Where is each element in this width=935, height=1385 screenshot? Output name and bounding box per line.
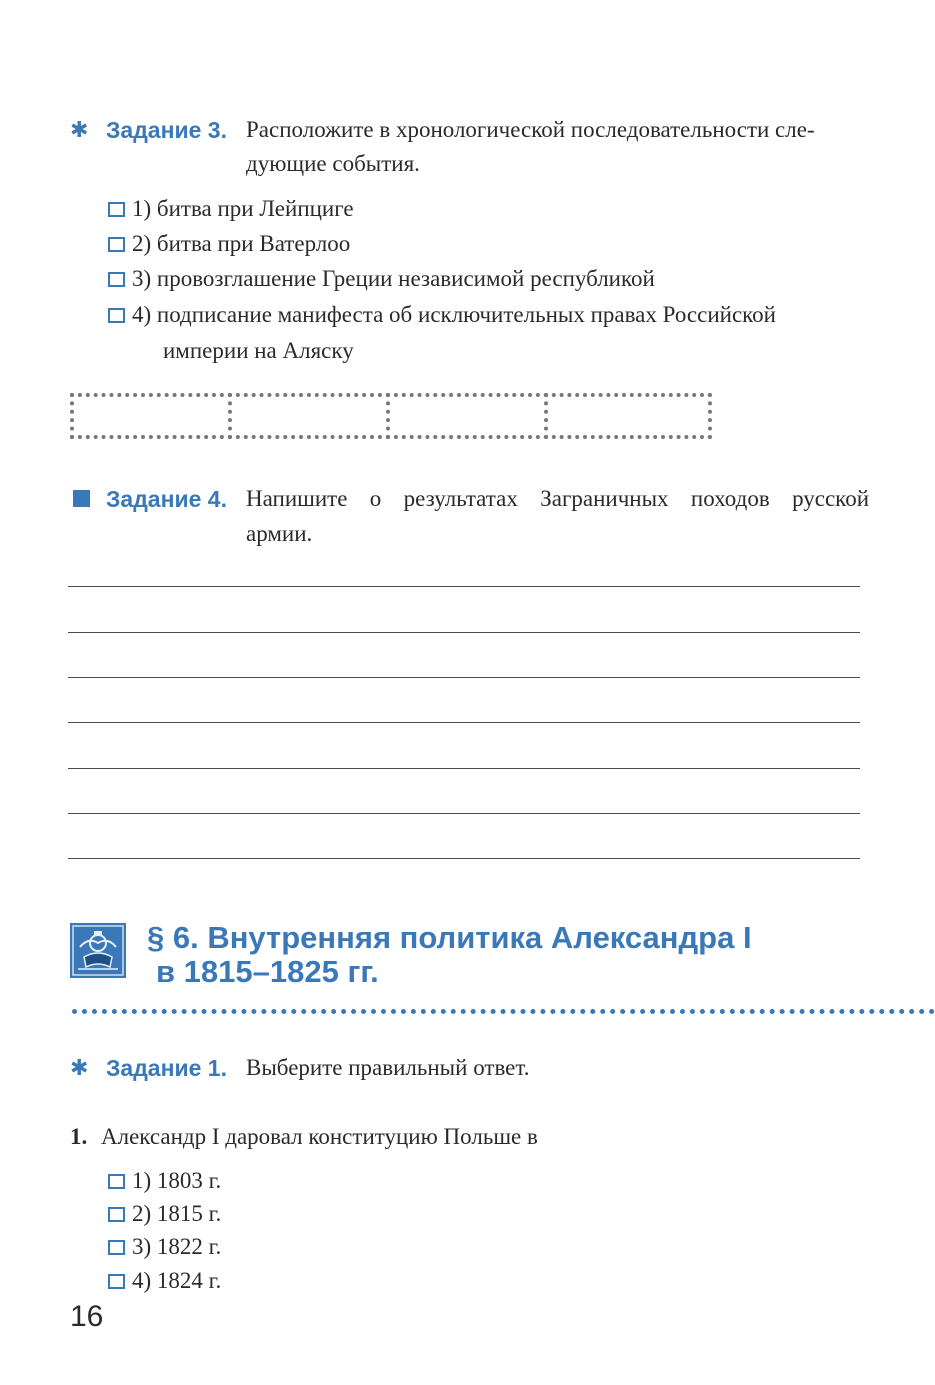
- asterisk-icon: ✱: [70, 118, 89, 143]
- task3-option-4-cont: империи на Аляску: [163, 338, 354, 363]
- option-label: 3) провозглашение Греции независимой республикой: [132, 266, 655, 291]
- task3-option-1[interactable]: [108, 192, 354, 226]
- answer-cell-3[interactable]: [386, 393, 548, 439]
- option-label: 3) 1822 г.: [132, 1234, 222, 1259]
- task3-text-line1: Расположите в хронологической последовательности сле-: [246, 117, 815, 142]
- option-label: 2) 1815 г.: [132, 1201, 222, 1226]
- checkbox-icon[interactable]: [108, 237, 125, 252]
- answer-line-3[interactable]: [68, 677, 860, 678]
- checkbox-icon[interactable]: [108, 1240, 125, 1255]
- checkbox-icon[interactable]: [108, 1207, 125, 1222]
- option-label: 1) 1803 г.: [132, 1168, 222, 1193]
- option-label: 2) битва при Ватерлоо: [132, 231, 351, 256]
- option-label: 4) 1824 г.: [132, 1268, 222, 1293]
- task4-text-line1: Напишите о результатах Заграничных походов русской: [246, 486, 869, 511]
- task3-option-4[interactable]: [108, 298, 776, 332]
- section-title-line2: в 1815–1825 гг.: [156, 954, 379, 989]
- question-text: Александр I даровал конституцию Польше в: [101, 1124, 538, 1149]
- answer-line-5[interactable]: [68, 768, 860, 769]
- page-number: 16: [70, 1300, 104, 1333]
- question-number: 1.: [70, 1124, 88, 1149]
- task3-option-3[interactable]: [108, 262, 655, 296]
- checkbox-icon[interactable]: [108, 272, 125, 287]
- task4-label: Задание 4.: [106, 486, 227, 512]
- checkbox-icon[interactable]: [108, 202, 125, 217]
- section-title-line1: § 6. Внутренняя политика Александра I: [147, 920, 752, 955]
- task1-option-4[interactable]: [108, 1264, 221, 1298]
- task4-text-line2: армии.: [246, 521, 313, 546]
- task1-option-2[interactable]: [108, 1197, 221, 1231]
- answer-line-6[interactable]: [68, 813, 860, 814]
- asterisk-icon: ✱: [70, 1056, 89, 1081]
- task3-label: Задание 3.: [106, 117, 227, 143]
- answer-cell-2[interactable]: [228, 393, 390, 439]
- answer-cell-4[interactable]: [544, 393, 712, 439]
- answer-line-7[interactable]: [68, 858, 860, 859]
- task3-option-2[interactable]: [108, 227, 350, 261]
- section-divider: [72, 1009, 935, 1014]
- task1-option-1[interactable]: [108, 1164, 221, 1198]
- task3-text-line2: дующие события.: [246, 151, 420, 176]
- answer-line-2[interactable]: [68, 632, 860, 633]
- section-emblem-icon: [70, 923, 126, 978]
- option-label: 4) подписание манифеста об исключительных правах Российской: [132, 302, 776, 327]
- task1-text: Выберите правильный ответ.: [246, 1055, 530, 1080]
- checkbox-icon[interactable]: [108, 1174, 125, 1189]
- checkbox-icon[interactable]: [108, 1274, 125, 1289]
- answer-line-1[interactable]: [68, 586, 860, 587]
- answer-cell-1[interactable]: [70, 393, 232, 439]
- square-icon: [73, 490, 90, 507]
- task1-option-3[interactable]: [108, 1230, 221, 1264]
- task1-label: Задание 1.: [106, 1055, 227, 1081]
- option-label: 1) битва при Лейпциге: [132, 196, 354, 221]
- answer-line-4[interactable]: [68, 722, 860, 723]
- checkbox-icon[interactable]: [108, 308, 125, 323]
